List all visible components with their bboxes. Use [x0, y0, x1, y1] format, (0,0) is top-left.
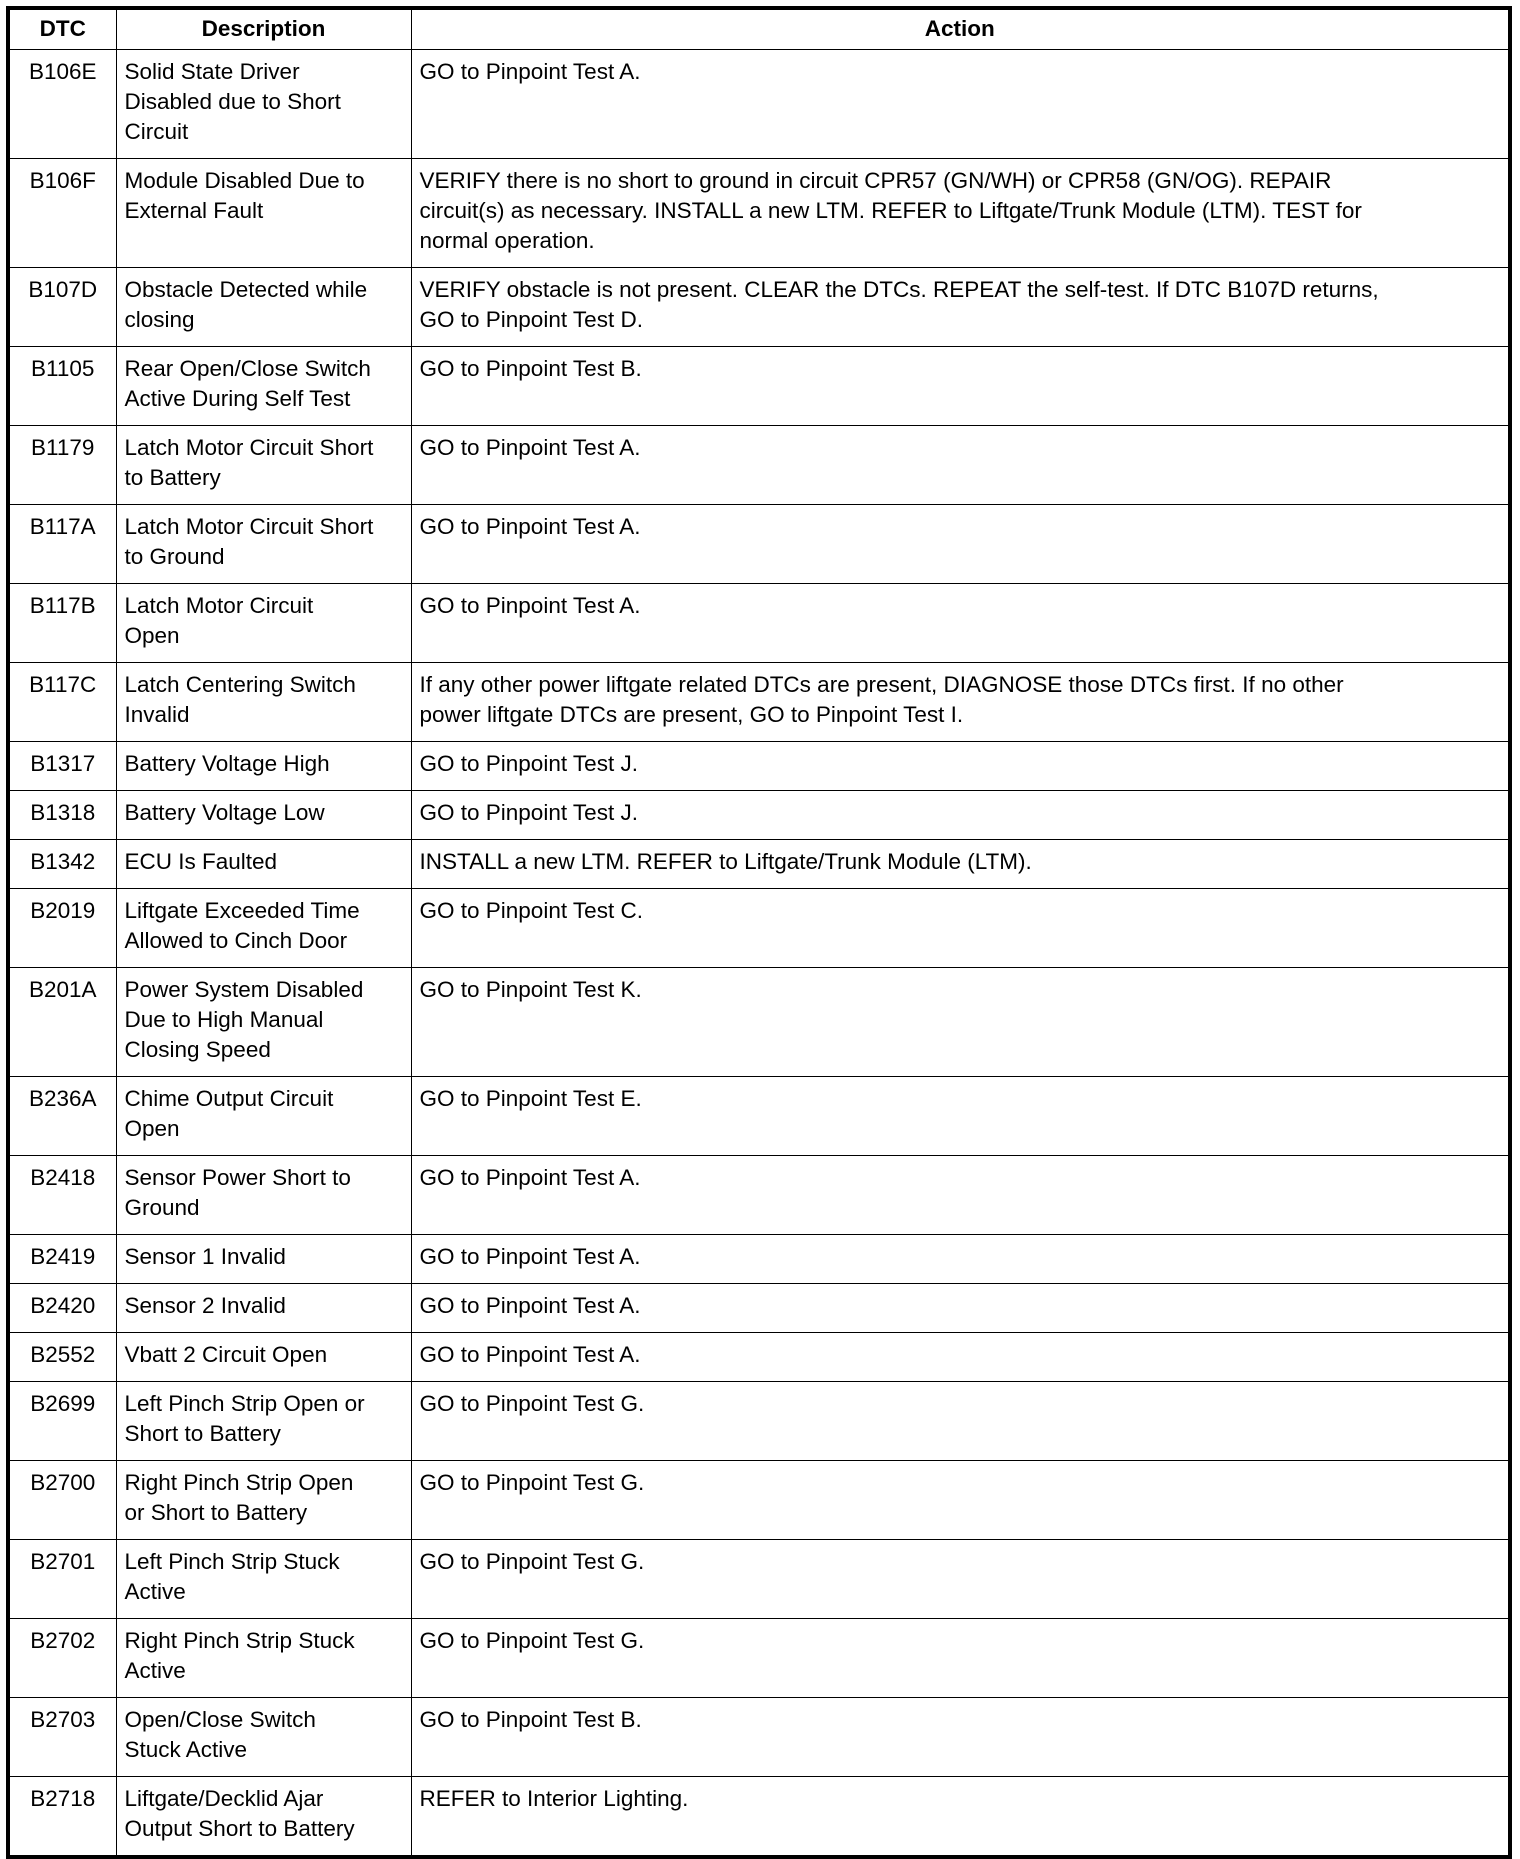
dtc-action: VERIFY there is no short to ground in circuit CPR57 (GN/WH) or CPR58 (GN/OG). REPAIR circuit(s) as necessary. INSTALL a new LTM. REFER to Liftgate/Trunk Module (LTM). TEST for normal operation.	[411, 158, 1510, 267]
dtc-description: Battery Voltage High	[116, 741, 411, 790]
table-row	[8, 1283, 1510, 1332]
dtc-description: Solid State Driver Disabled due to Short Circuit	[116, 49, 411, 158]
table-row	[8, 839, 1510, 888]
dtc-code: B1179	[8, 425, 116, 504]
dtc-action: GO to Pinpoint Test A.	[411, 583, 1510, 662]
dtc-action: GO to Pinpoint Test A.	[411, 1234, 1510, 1283]
dtc-code: B117B	[8, 583, 116, 662]
dtc-code: B2699	[8, 1381, 116, 1460]
dtc-action: GO to Pinpoint Test K.	[411, 967, 1510, 1076]
dtc-action: GO to Pinpoint Test A.	[411, 1155, 1510, 1234]
dtc-action: INSTALL a new LTM. REFER to Liftgate/Trunk Module (LTM).	[411, 839, 1510, 888]
dtc-description: Vbatt 2 Circuit Open	[116, 1332, 411, 1381]
dtc-description: Liftgate Exceeded Time Allowed to Cinch Door	[116, 888, 411, 967]
dtc-description: Sensor 2 Invalid	[116, 1283, 411, 1332]
table-row	[8, 1618, 1510, 1697]
dtc-action: GO to Pinpoint Test A.	[411, 1283, 1510, 1332]
table-row	[8, 790, 1510, 839]
table-row	[8, 1539, 1510, 1618]
dtc-action: GO to Pinpoint Test A.	[411, 425, 1510, 504]
dtc-action: REFER to Interior Lighting.	[411, 1776, 1510, 1857]
dtc-code: B106F	[8, 158, 116, 267]
table-row	[8, 504, 1510, 583]
table-header-row	[8, 8, 1510, 49]
table-row	[8, 662, 1510, 741]
dtc-code: B117C	[8, 662, 116, 741]
dtc-action: GO to Pinpoint Test G.	[411, 1381, 1510, 1460]
dtc-action: GO to Pinpoint Test J.	[411, 790, 1510, 839]
table-row	[8, 49, 1510, 158]
dtc-code: B106E	[8, 49, 116, 158]
dtc-description: Rear Open/Close Switch Active During Self Test	[116, 346, 411, 425]
dtc-description: Left Pinch Strip Stuck Active	[116, 1539, 411, 1618]
dtc-description: Chime Output Circuit Open	[116, 1076, 411, 1155]
dtc-description: Latch Motor Circuit Short to Battery	[116, 425, 411, 504]
dtc-description: Battery Voltage Low	[116, 790, 411, 839]
dtc-code: B2419	[8, 1234, 116, 1283]
dtc-action: GO to Pinpoint Test A.	[411, 1332, 1510, 1381]
dtc-code: B2718	[8, 1776, 116, 1857]
dtc-action: GO to Pinpoint Test A.	[411, 504, 1510, 583]
dtc-code: B2418	[8, 1155, 116, 1234]
dtc-code: B2420	[8, 1283, 116, 1332]
dtc-action: GO to Pinpoint Test C.	[411, 888, 1510, 967]
dtc-code: B117A	[8, 504, 116, 583]
dtc-code: B2019	[8, 888, 116, 967]
dtc-code: B2702	[8, 1618, 116, 1697]
dtc-action: GO to Pinpoint Test A.	[411, 49, 1510, 158]
table-row	[8, 888, 1510, 967]
table-row	[8, 1697, 1510, 1776]
dtc-description: Right Pinch Strip Stuck Active	[116, 1618, 411, 1697]
dtc-description: Left Pinch Strip Open or Short to Battery	[116, 1381, 411, 1460]
table-row	[8, 1155, 1510, 1234]
table-row	[8, 1381, 1510, 1460]
dtc-code: B1318	[8, 790, 116, 839]
dtc-description: Right Pinch Strip Open or Short to Battery	[116, 1460, 411, 1539]
table-row	[8, 1076, 1510, 1155]
dtc-action: GO to Pinpoint Test G.	[411, 1460, 1510, 1539]
dtc-description: Liftgate/Decklid Ajar Output Short to Battery	[116, 1776, 411, 1857]
dtc-action: GO to Pinpoint Test B.	[411, 346, 1510, 425]
table-row	[8, 967, 1510, 1076]
dtc-description: Latch Motor Circuit Open	[116, 583, 411, 662]
table-row	[8, 267, 1510, 346]
dtc-action: GO to Pinpoint Test J.	[411, 741, 1510, 790]
dtc-code: B2701	[8, 1539, 116, 1618]
table-body	[8, 49, 1510, 1857]
dtc-description: Power System Disabled Due to High Manual Closing Speed	[116, 967, 411, 1076]
dtc-description: Open/Close Switch Stuck Active	[116, 1697, 411, 1776]
table-row	[8, 425, 1510, 504]
dtc-code: B2703	[8, 1697, 116, 1776]
header-action: Action	[411, 8, 1510, 49]
table-row	[8, 741, 1510, 790]
table-row	[8, 1234, 1510, 1283]
dtc-action: GO to Pinpoint Test B.	[411, 1697, 1510, 1776]
dtc-table	[6, 6, 1512, 1859]
dtc-code: B1317	[8, 741, 116, 790]
dtc-description: Sensor 1 Invalid	[116, 1234, 411, 1283]
dtc-description: Module Disabled Due to External Fault	[116, 158, 411, 267]
dtc-action: GO to Pinpoint Test G.	[411, 1618, 1510, 1697]
dtc-action: If any other power liftgate related DTCs are present, DIAGNOSE those DTCs first. If no other power liftgate DTCs are present, GO to Pinpoint Test I.	[411, 662, 1510, 741]
dtc-code: B201A	[8, 967, 116, 1076]
dtc-action: VERIFY obstacle is not present. CLEAR the DTCs. REPEAT the self-test. If DTC B107D returns, GO to Pinpoint Test D.	[411, 267, 1510, 346]
dtc-code: B236A	[8, 1076, 116, 1155]
table-row	[8, 583, 1510, 662]
dtc-code: B2700	[8, 1460, 116, 1539]
dtc-code: B1105	[8, 346, 116, 425]
dtc-code: B1342	[8, 839, 116, 888]
dtc-code: B107D	[8, 267, 116, 346]
table-row	[8, 158, 1510, 267]
dtc-description: ECU Is Faulted	[116, 839, 411, 888]
dtc-description: Obstacle Detected while closing	[116, 267, 411, 346]
dtc-description: Sensor Power Short to Ground	[116, 1155, 411, 1234]
table-row	[8, 1460, 1510, 1539]
table-row	[8, 346, 1510, 425]
header-description: Description	[116, 8, 411, 49]
dtc-description: Latch Motor Circuit Short to Ground	[116, 504, 411, 583]
table-row	[8, 1332, 1510, 1381]
table-row	[8, 1776, 1510, 1857]
dtc-action: GO to Pinpoint Test E.	[411, 1076, 1510, 1155]
header-dtc: DTC	[8, 8, 116, 49]
dtc-action: GO to Pinpoint Test G.	[411, 1539, 1510, 1618]
dtc-description: Latch Centering Switch Invalid	[116, 662, 411, 741]
dtc-code: B2552	[8, 1332, 116, 1381]
